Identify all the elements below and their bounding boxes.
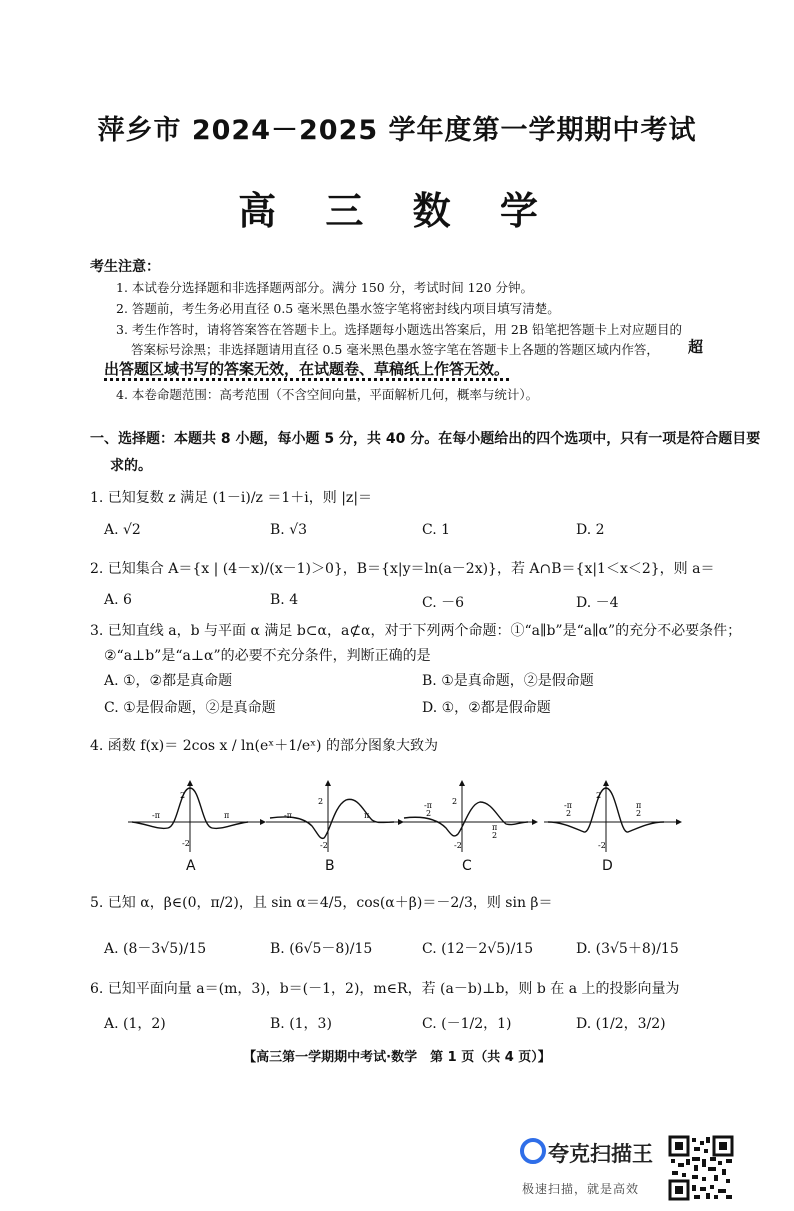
question-6: 6. 已知平面向量 a＝(m，3)，b＝(－1，2)，m∈R，若 (a－b)⊥b，则 b 在 a 上的投影向量为	[90, 981, 680, 997]
svg-text:2: 2	[492, 831, 498, 840]
svg-text:π: π	[364, 811, 370, 820]
page-footer: 【高三第一学期期中考试·数学 第 1 页（共 4 页）】	[243, 1050, 551, 1065]
question-3-cont: ②“a⊥b”是“a⊥α”的必要不充分条件，判断正确的是	[104, 648, 431, 664]
q2-option-a: A. 6	[104, 592, 132, 608]
question-4: 4. 函数 f(x)＝ 2cos x / ln(eˣ＋1/eˣ) 的部分图象大致为	[90, 738, 438, 754]
q3-option-b: B. ①是真命题，②是假命题	[422, 673, 594, 689]
q6-option-c: C. (－1/2，1)	[422, 1016, 512, 1032]
graph-b-label: B	[325, 858, 335, 874]
svg-text:-2: -2	[598, 841, 606, 850]
question-2: 2. 已知集合 A＝{x | (4－x)/(x－1)＞0}，B＝{x|y＝ln(a－2x)}，若 A∩B＝{x|1＜x＜2}，则 a＝	[90, 561, 715, 577]
watermark-brand: 夸克扫描王	[548, 1142, 653, 1166]
svg-text:2: 2	[636, 809, 642, 818]
svg-text:-π: -π	[564, 801, 572, 810]
svg-text:2: 2	[452, 797, 458, 806]
svg-text:π: π	[492, 823, 498, 832]
svg-text:-π: -π	[284, 811, 292, 820]
graph-b	[266, 778, 406, 854]
svg-text:2: 2	[318, 797, 324, 806]
notice-item: 3. 考生作答时，请将答案答在答题卡上。选择题每小题选出答案后，用 2B 铅笔把答题卡上对应题目的	[116, 322, 682, 337]
q2-option-d: D. －4	[576, 595, 619, 611]
q1-option-a: A. √2	[104, 522, 141, 538]
q1-option-b: B. √3	[270, 522, 308, 538]
q5-option-a: A. (8－3√5)/15	[104, 941, 207, 957]
svg-text:-2: -2	[182, 839, 190, 848]
section-heading: 一、选择题：本题共 8 小题，每小题 5 分，共 40 分。在每小题给出的四个选项中，只有一项是符合题目要	[90, 431, 761, 447]
svg-text:2: 2	[426, 809, 432, 818]
svg-text:π: π	[636, 801, 642, 810]
q6-option-b: B. (1，3)	[270, 1016, 332, 1032]
emphasis-text: 出答题区域书写的答案无效，在试题卷、草稿纸上作答无效。	[104, 360, 509, 381]
graph-a	[128, 778, 268, 854]
notice-emphasis	[104, 358, 509, 379]
q3-option-a: A. ①，②都是真命题	[104, 673, 233, 689]
question-5: 5. 已知 α，β∈(0，π/2)，且 sin α＝4/5，cos(α＋β)＝－2/3，则 sin β＝	[90, 895, 553, 911]
q6-option-d: D. (1/2，3/2)	[576, 1016, 666, 1032]
notice-emphasis: 超	[688, 338, 704, 356]
svg-text:2: 2	[566, 809, 572, 818]
q1-option-c: C. 1	[422, 522, 451, 538]
svg-text:2: 2	[180, 791, 186, 800]
notice-item: 4. 本卷命题范围：高考范围（不含空间向量，平面解析几何，概率与统计）。	[116, 387, 539, 402]
exam-title: 萍乡市 2024－2025 学年度第一学期期中考试	[97, 115, 697, 146]
svg-text:-π: -π	[424, 801, 432, 810]
q6-option-a: A. (1，2)	[104, 1016, 166, 1032]
q1-option-d: D. 2	[576, 522, 605, 538]
subject-title: 高 三 数 学	[238, 189, 556, 233]
notice-heading: 考生注意：	[90, 259, 160, 275]
graph-c	[400, 778, 540, 854]
q5-option-d: D. (3√5＋8)/15	[576, 941, 679, 957]
q3-option-d: D. ①，②都是假命题	[422, 700, 551, 716]
q2-option-b: B. 4	[270, 592, 299, 608]
watermark-slogan: 极速扫描，就是高效	[522, 1182, 640, 1196]
q2-option-c: C. －6	[422, 595, 465, 611]
section-heading-cont: 求的。	[110, 458, 152, 474]
svg-text:π: π	[224, 811, 230, 820]
qr-code-icon	[668, 1135, 734, 1201]
question-1: 1. 已知复数 z 满足 (1－i)/z ＝1＋i，则 |z|＝	[90, 490, 373, 506]
svg-text:-2: -2	[320, 841, 328, 850]
notice-item: 1. 本试卷分选择题和非选择题两部分。满分 150 分，考试时间 120 分钟。	[116, 280, 534, 295]
graph-a-label: A	[186, 858, 196, 874]
quark-logo-icon	[520, 1138, 546, 1164]
svg-text:-π: -π	[152, 811, 160, 820]
q5-option-b: B. (6√5－8)/15	[270, 941, 373, 957]
svg-text:2: 2	[596, 791, 602, 800]
notice-item: 2. 答题前，考生务必用直径 0.5 毫米黑色墨水签字笔将密封线内项目填写清楚。	[116, 301, 560, 316]
graph-c-label: C	[462, 858, 472, 874]
question-3: 3. 已知直线 a，b 与平面 α 满足 b⊂α，a⊄α，对于下列两个命题：①“a∥b”是“a∥α”的充分不必要条件；	[90, 623, 742, 639]
graph-d-label: D	[602, 858, 613, 874]
notice-item: 答案标号涂黑；非选择题请用直径 0.5 毫米黑色墨水签字笔在答题卡上各题的答题区域内作答，	[131, 342, 659, 357]
svg-text:-2: -2	[454, 841, 462, 850]
graph-d	[544, 778, 684, 854]
q3-option-c: C. ①是假命题，②是真命题	[104, 700, 276, 716]
q5-option-c: C. (12－2√5)/15	[422, 941, 534, 957]
